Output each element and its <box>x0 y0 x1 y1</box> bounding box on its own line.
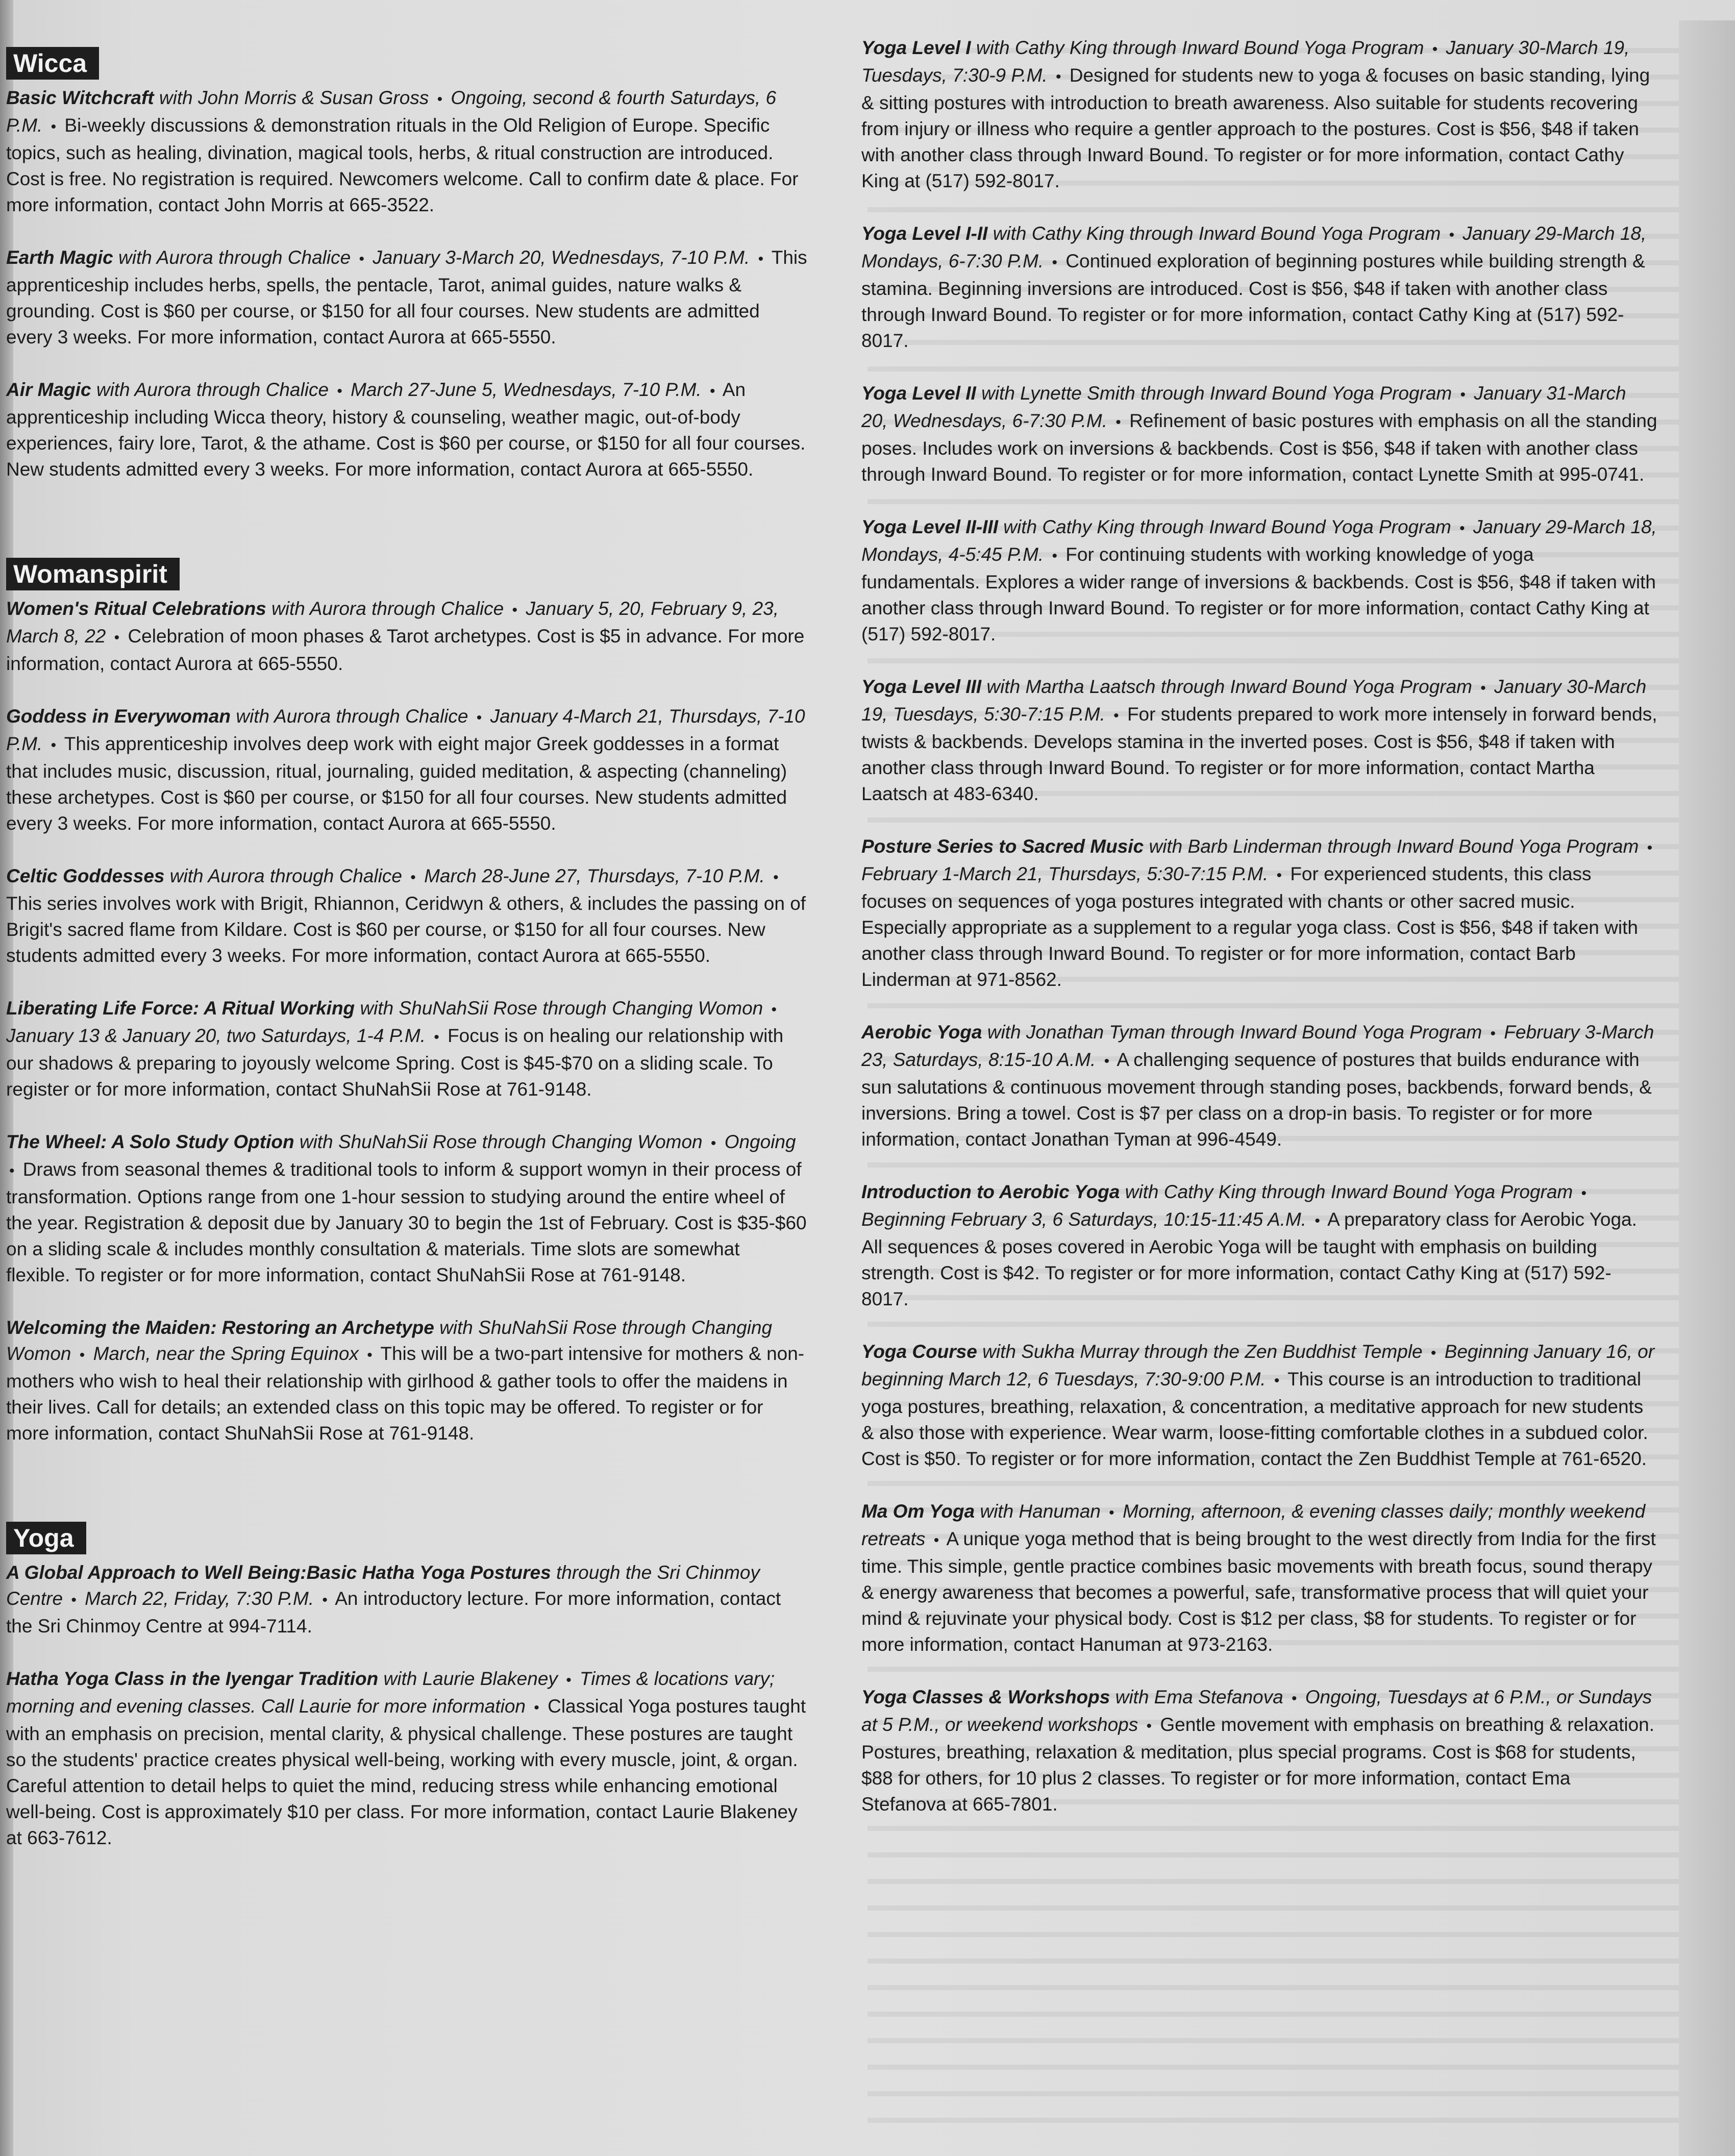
class-schedule: March, near the Spring Equinox <box>93 1343 359 1364</box>
section-spacer <box>6 1473 807 1522</box>
bullet-icon: • <box>1274 1372 1280 1389</box>
class-listing <box>6 1666 807 1851</box>
class-schedule: January 3-March 20, Wednesdays, 7-10 P.M. <box>373 247 750 268</box>
left-column <box>6 47 807 1877</box>
class-schedule: January 29-March 18, Mondays, 6-7:30 P.M. <box>861 223 1647 271</box>
class-description: A unique yoga method that is being brought to the west directly from India for the first time. This simple, gentle practice combines basic movements with breath focus, sound therapy & energy awareness that becomes a powerful, safe, transformative process that will quiet your mind & rejuvinate your physical body. Cost is $12 per class, $8 for students. To register or for more information, contact Hanuman at 973-2163. <box>861 1528 1656 1655</box>
class-schedule: Beginning February 3, 6 Saturdays, 10:15-11:45 A.M. <box>861 1209 1307 1230</box>
class-description: This series involves work with Brigit, Rhiannon, Ceridwyn & others, & includes the passing on of Brigit's sacred flame from Kildare. Cost is $60 per course, or $150 for all four courses. New students admitted every 3 weeks. For more information, contact Aurora at 665-5550. <box>6 893 806 966</box>
bullet-icon: • <box>566 1672 572 1689</box>
class-schedule: February 1-March 21, Thursdays, 5:30-7:15 P.M. <box>861 863 1269 884</box>
class-description: Classical Yoga postures taught with an emphasis on precision, mental clarity, & physical challenge. These postures are taught so the students' practice creates physical well-being, working with every muscle, joint, & organ. Careful attention to detail helps to quiet the mind, reducing stress while enhancing emotional well-being. Cost is approximately $10 per class. For more information, contact Laurie Blakeney at 663-7612. <box>6 1696 806 1848</box>
bullet-icon: • <box>1490 1025 1496 1042</box>
bullet-icon: • <box>710 383 715 400</box>
class-instructor: with Aurora through Chalice <box>236 706 468 727</box>
class-title: Welcoming the Maiden: Restoring an Archetype <box>6 1317 434 1338</box>
class-title: Yoga Course <box>861 1341 977 1362</box>
class-instructor: with Cathy King through Inward Bound Yoga Program <box>1003 516 1451 537</box>
bullet-icon: • <box>9 1162 15 1179</box>
class-instructor: with ShuNahSii Rose through Changing Womon <box>299 1131 703 1152</box>
class-title: Celtic Goddesses <box>6 865 165 886</box>
class-listing <box>861 35 1657 194</box>
class-schedule: January 29-March 18, Mondays, 4-5:45 P.M. <box>861 516 1657 565</box>
class-description: For students prepared to work more intensely in forward bends, twists & backbends. Develops stamina in the inverted poses. Cost is $56, $48 if taken with another class through Inward Bound. To register or for more information, contact Martha Laatsch at 483-6340. <box>861 704 1657 804</box>
class-instructor: through the Sri Chinmoy Centre <box>6 1562 760 1609</box>
bullet-icon: • <box>1291 1690 1297 1707</box>
class-title: Yoga Level I <box>861 37 971 58</box>
class-listing <box>6 1129 807 1288</box>
bullet-icon: • <box>410 869 416 886</box>
class-title: Yoga Level II <box>861 383 976 404</box>
class-description: This apprenticeship includes herbs, spells, the pentacle, Tarot, animal guides, nature walks & grounding. Cost is $60 per course, or $150 for all four courses. New students are admitted every 3 weeks. For more information, contact Aurora at 665-5550. <box>6 247 807 348</box>
class-instructor: with Cathy King through Inward Bound Yoga Program <box>993 223 1441 244</box>
class-title: Yoga Level III <box>861 676 982 697</box>
class-schedule: Beginning January 16, or beginning March 12, 6 Tuesdays, 7:30-9:00 P.M. <box>861 1341 1655 1390</box>
class-instructor: with Jonathan Tyman through Inward Bound Yoga Program <box>987 1022 1482 1043</box>
class-listing <box>6 377 807 482</box>
class-description: A challenging sequence of postures that builds endurance with sun salutations & continuous movement through standing poses, backbends, forward bends, & inversions. Bring a towel. Cost is $7 per class on a drop-in basis. To register or for more information, contact Jonathan Tyman at 996-4549. <box>861 1049 1652 1150</box>
class-schedule: Ongoing, Tuesdays at 6 P.M., or Sundays at 5 P.M., or weekend workshops <box>861 1687 1652 1735</box>
section-spacer <box>6 509 807 558</box>
class-listing <box>861 1498 1657 1657</box>
class-schedule: February 3-March 23, Saturdays, 8:15-10 A.M. <box>861 1022 1654 1070</box>
class-schedule: March 28-June 27, Thursdays, 7-10 P.M. <box>424 865 765 886</box>
class-title: Yoga Level I-II <box>861 223 988 244</box>
class-schedule: March 22, Friday, 7:30 P.M. <box>85 1588 314 1609</box>
class-description: This course is an introduction to traditional yoga postures, breathing, relaxation, & concentration, a meditative approach for new students & also those with experience. Wear warm, loose-fitting comfortable clothes in a subdued color. Cost is $50. To register or for more information, contact the Zen Buddhist Temple at 761-6520. <box>861 1369 1648 1469</box>
class-title: Aerobic Yoga <box>861 1022 982 1043</box>
bullet-icon: • <box>512 602 518 618</box>
bullet-icon: • <box>1581 1185 1587 1202</box>
class-instructor: with Barb Linderman through Inward Bound Yoga Program <box>1149 836 1639 857</box>
class-title: Goddess in Everywoman <box>6 706 231 727</box>
class-instructor: with Aurora through Chalice <box>169 865 402 886</box>
bullet-icon: • <box>1052 548 1057 564</box>
bullet-icon: • <box>773 869 779 886</box>
class-instructor: with Lynette Smith through Inward Bound Yoga Program <box>981 383 1452 404</box>
class-schedule: January 31-March 20, Wednesdays, 6-7:30 P.M. <box>861 383 1626 431</box>
class-listing <box>6 703 807 836</box>
class-instructor: with Cathy King through Inward Bound Yoga Program <box>1125 1181 1573 1202</box>
bullet-icon: • <box>337 383 342 400</box>
class-title: Liberating Life Force: A Ritual Working <box>6 998 355 1019</box>
class-description: This apprenticeship involves deep work with eight major Greek goddesses in a format that includes music, discussion, ritual, journaling, guided meditation, & aspecting (channeling) these archetypes. Cost is $60 per course, or $150 for all four courses. New students admitted every 3 weeks. For more information, contact Aurora at 665-5550. <box>6 733 787 834</box>
bullet-icon: • <box>1432 41 1438 58</box>
class-instructor: with Sukha Murray through the Zen Buddhist Temple <box>982 1341 1423 1362</box>
class-listing <box>861 514 1657 647</box>
class-listing <box>6 995 807 1102</box>
class-instructor: with Aurora through Chalice <box>118 247 351 268</box>
class-instructor: with John Morris & Susan Gross <box>159 87 429 108</box>
class-instructor: with Martha Laatsch through Inward Bound Yoga Program <box>986 676 1473 697</box>
class-instructor: with Aurora through Chalice <box>96 379 329 400</box>
class-schedule: Ongoing <box>724 1131 796 1152</box>
bullet-icon: • <box>1480 680 1486 697</box>
class-description: Focus is on healing our relationship with our shadows & preparing to joyously welcome Spring. Cost is $45-$70 on a sliding scale. To register or for more information, contact ShuNahSii Rose at 761-9148. <box>6 1025 784 1100</box>
section-yoga <box>6 1522 807 1851</box>
class-listing <box>861 380 1657 487</box>
class-listing <box>6 244 807 350</box>
class-listing <box>6 85 807 218</box>
bullet-icon: • <box>1276 867 1282 884</box>
class-instructor: with Laurie Blakeney <box>383 1668 558 1689</box>
section-wicca <box>6 47 807 482</box>
class-title: Introduction to Aerobic Yoga <box>861 1181 1120 1202</box>
class-description: An apprenticeship including Wicca theory, history & counseling, weather magic, out-of-body experiences, fairy lore, Tarot, & the athame. Cost is $60 per course, or $150 for all four courses. New students admitted every 3 weeks. For more information, contact Aurora at 665-5550. <box>6 379 806 480</box>
class-listing <box>6 863 807 969</box>
bullet-icon: • <box>1109 1504 1114 1521</box>
class-description: An introductory lecture. For more information, contact the Sri Chinmoy Centre at 994-7114. <box>6 1588 781 1637</box>
bullet-icon: • <box>710 1135 716 1152</box>
section-header: Yoga <box>6 1522 86 1554</box>
bullet-icon: • <box>51 737 57 754</box>
class-description: Designed for students new to yoga & focuses on basic standing, lying & sitting postures with introduction to breath awareness. Also suitable for students recovering from injury or illness who require a gentler approach to the postures. Cost is $56, $48 if taken with another class through Inward Bound. To register or for more information, contact Cathy King at (517) 592-8017. <box>861 65 1650 191</box>
class-instructor: with Cathy King through Inward Bound Yoga Program <box>976 37 1424 58</box>
class-title: Women's Ritual Celebrations <box>6 598 266 619</box>
class-schedule: January 30-March 19, Tuesdays, 7:30-9 P.M. <box>861 37 1630 86</box>
class-instructor: with ShuNahSii Rose through Changing Womon <box>360 998 763 1019</box>
class-listing <box>861 674 1657 807</box>
class-description: Draws from seasonal themes & traditional tools to inform & support womyn in their process of transformation. Options range from one 1-hour session to studying around the entire wheel of the year. Registration & deposit due by January 30 to begin the 1st of February. Cost is $35-$60 on a sliding scale & includes monthly consultation & materials. Time slots are somewhat flexible. To register or for more information, contact ShuNahSii Rose at 761-9148. <box>6 1159 807 1285</box>
page-edge-shadow <box>1679 20 1735 2156</box>
section-womanspirit <box>6 558 807 1446</box>
class-schedule: Ongoing, second & fourth Saturdays, 6 P.M. <box>6 87 777 136</box>
bullet-icon: • <box>51 118 57 135</box>
class-description: Celebration of moon phases & Tarot archetypes. Cost is $5 in advance. For more information, contact Aurora at 665-5550. <box>6 626 805 674</box>
class-description: A preparatory class for Aerobic Yoga. All sequences & poses covered in Aerobic Yoga will be taught with emphasis on building strength. Cost is $42. To register or for more information, contact Cathy King at (517) 592-8017. <box>861 1209 1637 1309</box>
class-listing <box>861 1684 1657 1817</box>
bullet-icon: • <box>534 1699 539 1716</box>
class-schedule: Morning, afternoon, & evening classes daily; monthly weekend retreats <box>861 1501 1646 1549</box>
bullet-icon: • <box>1113 707 1119 724</box>
bullet-icon: • <box>771 1001 777 1018</box>
class-listing <box>6 596 807 677</box>
class-description: Bi-weekly discussions & demonstration rituals in the Old Religion of Europe. Specific topics, such as healing, divination, magical tools, herbs, & ritual construction are introduced. Cost is free. No registration is required. Newcomers welcome. Call to confirm date & place. For more information, contact John Morris at 665-3522. <box>6 115 799 215</box>
class-listing <box>861 1019 1657 1152</box>
bullet-icon: • <box>933 1532 939 1549</box>
bullet-icon: • <box>1647 839 1653 856</box>
class-instructor: with Aurora through Chalice <box>271 598 504 619</box>
class-title: Yoga Classes & Workshops <box>861 1687 1110 1707</box>
class-listing <box>861 1179 1657 1312</box>
bullet-icon: • <box>1315 1212 1320 1229</box>
class-title: Air Magic <box>6 379 91 400</box>
class-listing <box>861 833 1657 993</box>
class-schedule: January 5, 20, February 9, 23, March 8, 22 <box>6 598 779 647</box>
bullet-icon: • <box>1430 1345 1436 1361</box>
bullet-icon: • <box>71 1592 77 1608</box>
bullet-icon: • <box>359 251 364 267</box>
class-title: A Global Approach to Well Being:Basic Hatha Yoga Postures <box>6 1562 551 1583</box>
class-description: Gentle movement with emphasis on breathing & relaxation. Postures, breathing, relaxation & meditation, plus special programs. Cost is $68 for students, $88 for others, for 10 plus 2 classes. To register or for more information, contact Ema Stefanova at 665-7801. <box>861 1714 1655 1815</box>
bullet-icon: • <box>367 1347 373 1364</box>
class-schedule: January 4-March 21, Thursdays, 7-10 P.M. <box>6 706 805 754</box>
right-column <box>861 35 1657 1844</box>
bullet-icon: • <box>1104 1053 1110 1070</box>
class-schedule: January 30-March 19, Tuesdays, 5:30-7:15 P.M. <box>861 676 1647 725</box>
class-schedule: March 27-June 5, Wednesdays, 7-10 P.M. <box>351 379 702 400</box>
class-instructor: with Ema Stefanova <box>1115 1687 1283 1707</box>
bullet-icon: • <box>437 91 443 108</box>
class-description: For continuing students with working knowledge of yoga fundamentals. Explores a wider range of inversions & backbends. Cost is $56, $48 if taken with another class through Inward Bound. To register or for more information, contact Cathy King at (517) 592-8017. <box>861 544 1656 645</box>
bullet-icon: • <box>1459 520 1465 537</box>
class-schedule: Times & locations vary; morning and evening classes. Call Laurie for more information <box>6 1668 775 1717</box>
class-title: Posture Series to Sacred Music <box>861 836 1144 857</box>
class-title: Ma Om Yoga <box>861 1501 975 1522</box>
bullet-icon: • <box>476 709 482 726</box>
bullet-icon: • <box>434 1029 439 1046</box>
bullet-icon: • <box>322 1592 328 1608</box>
class-listing <box>861 220 1657 354</box>
class-instructor: with ShuNahSii Rose through Changing Womon <box>6 1317 773 1364</box>
class-listing <box>6 1315 807 1446</box>
class-description: This will be a two-part intensive for mothers & non-mothers who wish to heal their relationship with girlhood & gather tools to offer the maidens in their lives. Call for details; an extended class on this topic may be offered. To register or for more information, contact ShuNahSii Rose at 761-9148. <box>6 1343 805 1444</box>
class-description: For experienced students, this class focuses on sequences of yoga postures integrated with chants or other sacred music. Especially appropriate as a supplement to a regular yoga class. Cost is $56, $48 if taken with another class through Inward Bound. To register or for more information, contact Barb Linderman at 971-8562. <box>861 863 1638 990</box>
bullet-icon: • <box>1056 68 1061 85</box>
class-description: Continued exploration of beginning postures while building strength & stamina. Beginning inversions are introduced. Cost is $56, $48 if taken with another class through Inward Bound. To register or for more information, contact Cathy King at (517) 592-8017. <box>861 251 1645 351</box>
class-title: The Wheel: A Solo Study Option <box>6 1131 294 1152</box>
class-schedule: January 13 & January 20, two Saturdays, 1-4 P.M. <box>6 1025 426 1046</box>
class-title: Hatha Yoga Class in the Iyengar Tradition <box>6 1668 379 1689</box>
bullet-icon: • <box>1146 1718 1152 1734</box>
section-header: Womanspirit <box>6 558 180 590</box>
bullet-icon: • <box>1052 254 1057 271</box>
class-title: Basic Witchcraft <box>6 87 154 108</box>
bullet-icon: • <box>114 629 120 646</box>
bullet-icon: • <box>1460 386 1466 403</box>
class-instructor: with Hanuman <box>980 1501 1101 1522</box>
bullet-icon: • <box>1116 414 1121 431</box>
bullet-icon: • <box>1449 227 1455 243</box>
class-description: Refinement of basic postures with emphasis on all the standing poses. Includes work on inversions & backbends. Cost is $56, $48 if taken with another class through Inward Bound. To register or for more information, contact Lynette Smith at 995-0741. <box>861 410 1657 485</box>
bullet-icon: • <box>79 1347 85 1364</box>
class-listing <box>6 1559 807 1639</box>
bullet-icon: • <box>758 251 764 267</box>
section-header: Wicca <box>6 47 99 80</box>
class-listing <box>861 1339 1657 1472</box>
class-title: Earth Magic <box>6 247 113 268</box>
class-title: Yoga Level II-III <box>861 516 998 537</box>
